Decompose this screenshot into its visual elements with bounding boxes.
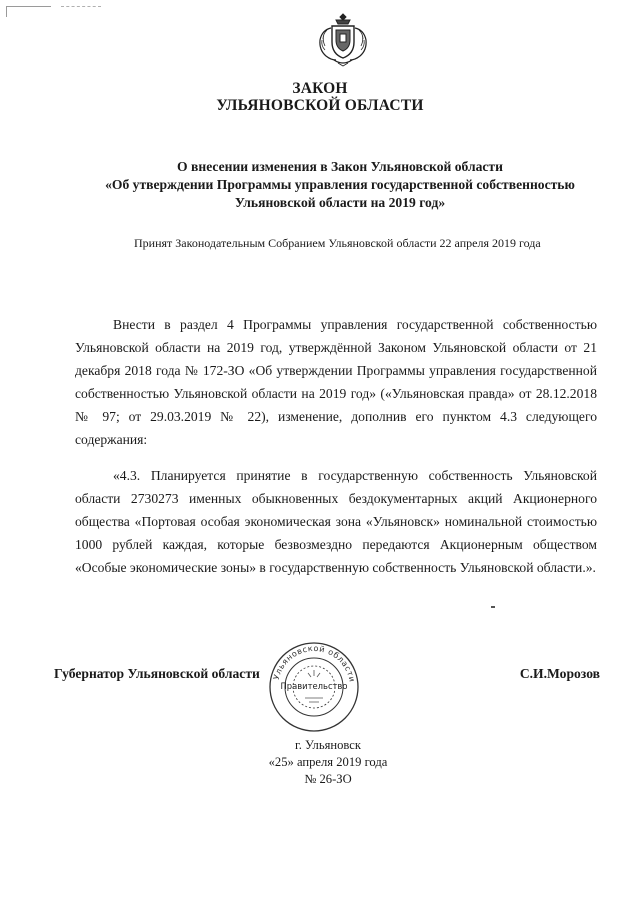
law-subject-line: Ульяновской области на 2019 год»: [234, 195, 446, 210]
official-seal-icon: [267, 640, 361, 734]
body-paragraph: «4.3. Планируется принятие в государственную собственность Ульяновской области 2730273 именных обыкновенных бездокументарных акций Акционерного общества «Портовая особая экономическая зона «Ульяновск» номинальной стоимостью 1000 рублей каждая, которые безвозмездно передаются Акционерным обществом «Особые экономические зоны» в государственную собственность Ульяновской области.».: [75, 468, 597, 575]
region-heading: УЛЬЯНОВСКОЙ ОБЛАСТИ: [216, 97, 424, 114]
signing-info: [218, 737, 438, 788]
governor-name: С.И.Морозов: [519, 666, 600, 681]
law-number: № 26-ЗО: [304, 772, 352, 786]
seal-center-text: Правительство: [280, 681, 348, 691]
signing-date: «25» апреля 2019 года: [268, 755, 388, 769]
law-subject: [40, 158, 640, 212]
svg-text:Ульяновской области: [272, 644, 357, 683]
governor-title: Губернатор Ульяновской области: [54, 666, 260, 681]
scan-corner-mark: [6, 6, 51, 17]
law-subject-line: «Об утверждении Программы управления государственной собственностью: [105, 177, 575, 192]
body-paragraph: Внести в раздел 4 Программы управления государственной собственностью Ульяновской области на 2019 год, утверждённой Законом Ульяновской области от 21 декабря 2018 года № 172-ЗО «Об утверждении Программы управления государственной собственностью Ульяновской области на 2019 год» («Ульяновская правда» от 28.12.2018 № 97; от 29.03.2019 № 22), изменение, дополнив его пунктом 4.3 следующего содержания:: [75, 317, 597, 447]
scan-speck: [491, 606, 495, 608]
coat-of-arms-icon: [312, 8, 374, 70]
signing-city: г. Ульяновск: [295, 738, 361, 752]
law-heading: ЗАКОН: [292, 80, 348, 97]
law-subject-line: О внесении изменения в Закон Ульяновской области: [177, 159, 503, 174]
adoption-note: Принят Законодательным Собранием Ульяновской области 22 апреля 2019 года: [134, 236, 541, 250]
seal-ring-text: Ульяновской области: [271, 643, 357, 684]
